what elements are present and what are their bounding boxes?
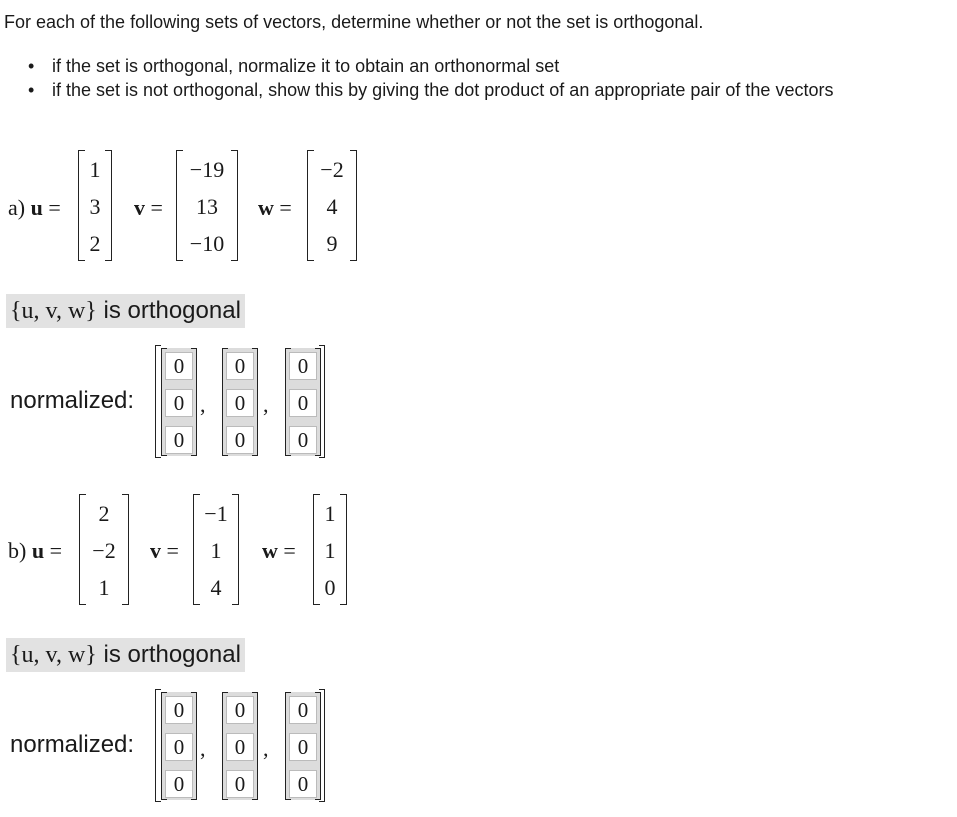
- part-a-u-vector: [78, 150, 112, 261]
- part-a-v-label: [134, 195, 163, 221]
- part-b-v-vector: [193, 494, 239, 605]
- equals-sign: =: [150, 195, 163, 220]
- comma: ,: [263, 392, 269, 417]
- part-b-u-vector: [79, 494, 129, 605]
- part-b-normalized-vector-2: [222, 692, 258, 800]
- vector-entry: 13: [196, 194, 218, 219]
- part-b-v-label: [150, 538, 179, 564]
- u-symbol: u: [31, 538, 45, 563]
- equals-sign: =: [283, 538, 296, 563]
- part-b-prefix: b): [8, 538, 27, 563]
- normalized-entry-input[interactable]: 0: [165, 770, 193, 798]
- vector-entry: 1: [324, 501, 336, 526]
- normalized-entry-input[interactable]: 0: [289, 733, 317, 761]
- v-symbol: v: [150, 538, 161, 563]
- part-b-normalized-vector-1: [161, 692, 197, 800]
- w-symbol: w: [258, 195, 274, 220]
- instruction-not-orthogonal: • if the set is not orthogonal, show this by giving the dot product of an appropriate pair of the vectors: [28, 78, 833, 102]
- part-a-prefix: a): [8, 195, 26, 220]
- normalized-entry-input[interactable]: 0: [226, 426, 254, 454]
- vector-entry: 9: [326, 231, 338, 256]
- vector-entry: 0: [324, 575, 336, 600]
- comma: ,: [200, 392, 206, 417]
- problem-statement: For each of the following sets of vectors, determine whether or not the set is orthogonal.: [4, 12, 704, 32]
- part-a-normalized-vector-3: [285, 348, 321, 456]
- normalized-entry-input[interactable]: 0: [165, 389, 193, 417]
- vector-entry: −19: [189, 157, 225, 182]
- equals-sign: =: [279, 195, 292, 220]
- part-a-u-label: [8, 195, 61, 221]
- vector-entry: −10: [189, 231, 225, 256]
- part-b-w-vector: [313, 494, 347, 605]
- instructions-list: [28, 54, 833, 102]
- equals-sign: =: [49, 538, 62, 563]
- part-a-w-label: [258, 195, 292, 221]
- v-symbol: v: [134, 195, 145, 220]
- answer-text: is orthogonal: [96, 641, 241, 668]
- normalized-entry-input[interactable]: 0: [289, 696, 317, 724]
- part-a-v-vector: [176, 150, 238, 261]
- vector-entry: −2: [92, 538, 116, 563]
- vector-entry: 2: [89, 231, 101, 256]
- vector-entry: 4: [326, 194, 338, 219]
- vector-entry: −2: [320, 157, 344, 182]
- comma: ,: [263, 736, 269, 761]
- normalized-entry-input[interactable]: 0: [226, 696, 254, 724]
- part-b-normalized-label: normalized:: [10, 731, 135, 758]
- normalized-entry-input[interactable]: 0: [165, 733, 193, 761]
- normalized-entry-input[interactable]: 0: [165, 426, 193, 454]
- part-b-u-label: [8, 538, 62, 564]
- equals-sign: =: [48, 195, 61, 220]
- equals-sign: =: [166, 538, 179, 563]
- answer-text: is orthogonal: [96, 297, 241, 324]
- normalized-entry-input[interactable]: 0: [289, 770, 317, 798]
- part-b-w-label: [262, 538, 296, 564]
- normalized-entry-input[interactable]: 0: [165, 352, 193, 380]
- vector-entry: 2: [98, 501, 110, 526]
- part-b-orthogonality-answer[interactable]: [6, 638, 245, 672]
- normalized-entry-input[interactable]: 0: [226, 733, 254, 761]
- normalized-entry-input[interactable]: 0: [289, 389, 317, 417]
- part-a-normalized-vector-1: [161, 348, 197, 456]
- part-a-w-vector: [307, 150, 357, 261]
- instruction-orthogonal: • if the set is orthogonal, normalize it to obtain an orthonormal set: [28, 54, 833, 78]
- vector-entry: 4: [210, 575, 222, 600]
- normalized-entry-input[interactable]: 0: [165, 696, 193, 724]
- part-a-orthogonality-answer[interactable]: [6, 294, 245, 328]
- normalized-entry-input[interactable]: 0: [226, 770, 254, 798]
- vector-entry: −1: [204, 501, 228, 526]
- w-symbol: w: [262, 538, 278, 563]
- part-a-normalized-label: normalized:: [10, 387, 135, 414]
- normalized-entry-input[interactable]: 0: [226, 389, 254, 417]
- vector-entry: 1: [98, 575, 110, 600]
- vector-entry: 1: [210, 538, 222, 563]
- normalized-entry-input[interactable]: 0: [289, 426, 317, 454]
- vector-entry: 1: [324, 538, 336, 563]
- normalized-entry-input[interactable]: 0: [289, 352, 317, 380]
- comma: ,: [200, 736, 206, 761]
- vector-entry: 3: [89, 194, 101, 219]
- vector-entry: 1: [89, 157, 101, 182]
- vector-set: {u, v, w}: [10, 298, 97, 324]
- normalized-entry-input[interactable]: 0: [226, 352, 254, 380]
- part-a-normalized-vector-2: [222, 348, 258, 456]
- part-b-normalized-vector-3: [285, 692, 321, 800]
- u-symbol: u: [30, 195, 43, 220]
- vector-set: {u, v, w}: [10, 642, 97, 668]
